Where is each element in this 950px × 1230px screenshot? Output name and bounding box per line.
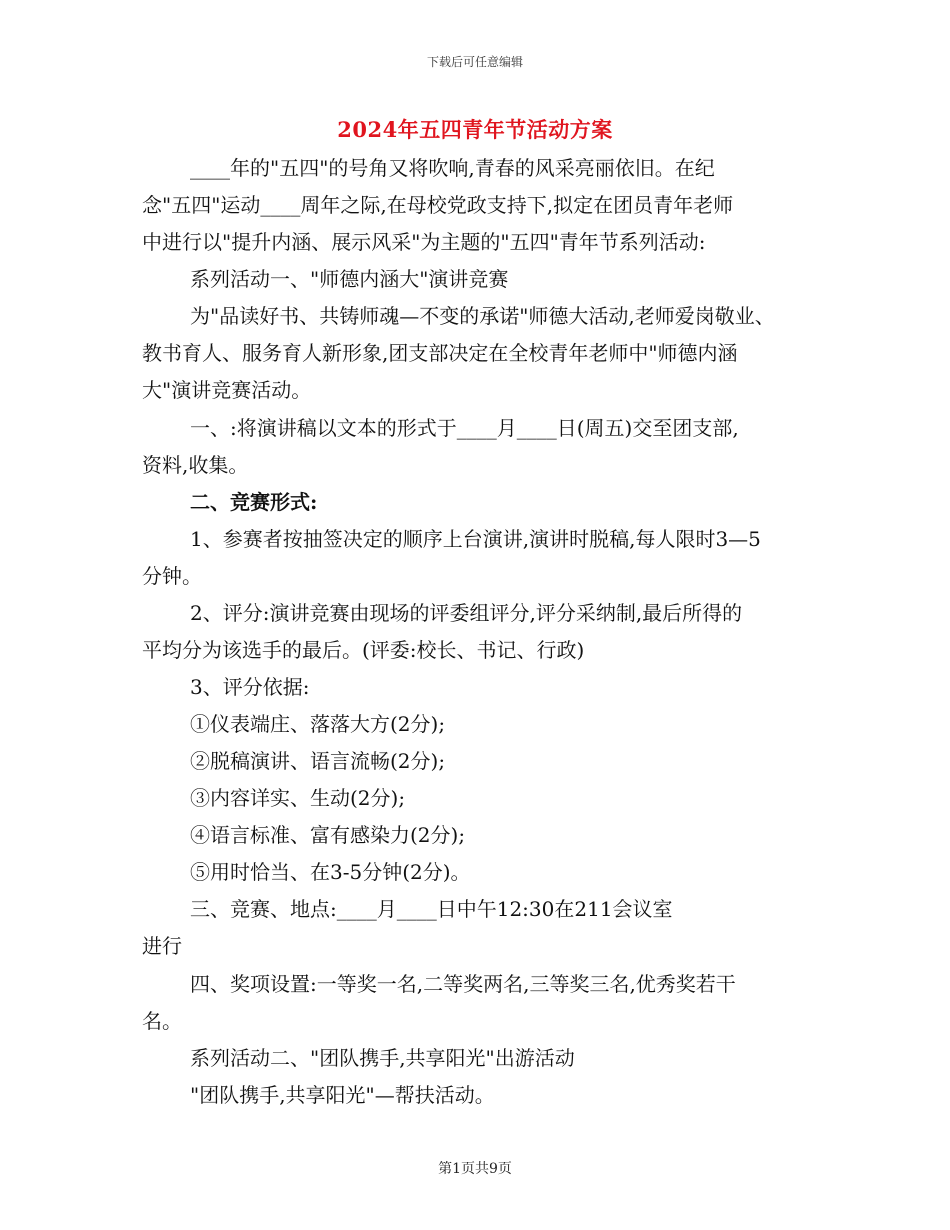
list-item: ③内容详实、生动(2分);	[190, 786, 406, 810]
paragraph-line: 念"五四"运动____周年之际,在母校党政支持下,拟定在团员青年老师	[142, 193, 734, 217]
list-item: ②脱稿演讲、语言流畅(2分);	[190, 749, 446, 773]
section-heading: 二、竞赛形式:	[190, 490, 318, 514]
list-item: ⑤用时恰当、在3-5分钟(2分)。	[190, 860, 471, 884]
list-item: ④语言标准、富有感染力(2分);	[190, 823, 466, 847]
paragraph-line: 资料,收集。	[142, 453, 249, 477]
paragraph-line: 1、参赛者按抽签决定的顺序上台演讲,演讲时脱稿,每人限时3—5	[190, 527, 761, 551]
paragraph-line: 平均分为该选手的最后。(评委:校长、书记、行政)	[142, 638, 585, 662]
paragraph-line: "团队携手,共享阳光"—帮扶活动。	[190, 1083, 495, 1107]
paragraph-line: 2、评分:演讲竞赛由现场的评委组评分,评分采纳制,最后所得的	[190, 601, 743, 625]
page-footer: 第1页共9页	[438, 1161, 512, 1177]
paragraph-line: 3、评分依据:	[190, 675, 310, 699]
paragraph-line: ____年的"五四"的号角又将吹响,青春的风采亮丽依旧。在纪	[190, 156, 715, 180]
paragraph-line: 四、奖项设置:一等奖一名,二等奖两名,三等奖三名,优秀奖若干	[190, 972, 736, 996]
section-heading: 系列活动二、"团队携手,共享阳光"出游活动	[190, 1046, 575, 1070]
paragraph-line: 为"品读好书、共铸师魂—不变的承诺"师德大活动,老师爱岗敬业、	[190, 304, 775, 328]
list-item: ①仪表端庄、落落大方(2分);	[190, 712, 446, 736]
paragraph-line: 教书育人、服务育人新形象,团支部决定在全校青年老师中"师德内涵	[142, 341, 738, 365]
paragraph-line: 分钟。	[142, 564, 202, 588]
paragraph-line: 进行	[142, 934, 182, 958]
section-heading: 系列活动一、"师德内涵大"演讲竞赛	[190, 267, 509, 291]
document-title: 2024年五四青年节活动方案	[337, 117, 613, 142]
paragraph-line: 中进行以"提升内涵、展示风采"为主题的"五四"青年节系列活动:	[142, 230, 706, 254]
paragraph-line: 三、竞赛、地点:____月____日中午12:30在211会议室	[190, 897, 673, 921]
paragraph-line: 名。	[142, 1009, 182, 1033]
paragraph-line: 大"演讲竞赛活动。	[142, 378, 312, 402]
page-header: 下载后可任意编辑	[426, 55, 523, 69]
paragraph-line: 一、:将演讲稿以文本的形式于____月____日(周五)交至团支部,	[190, 416, 739, 440]
